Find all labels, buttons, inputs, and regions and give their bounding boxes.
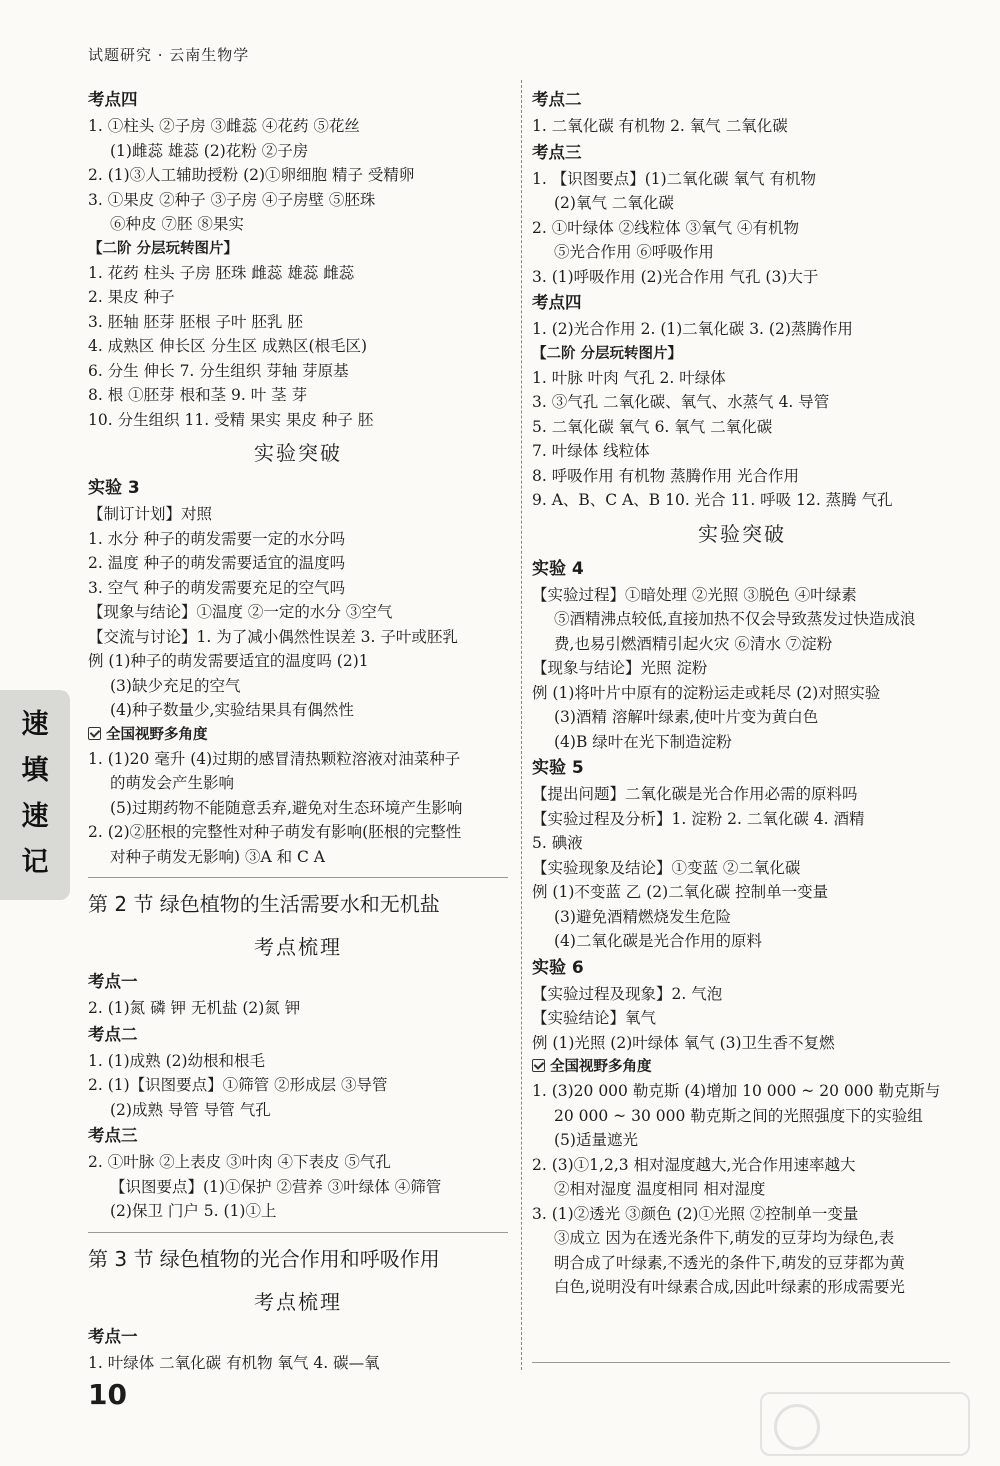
answer-line: 1. 水分 种子的萌发需要一定的水分吗 [88,529,346,548]
answer-line: 【实验现象及结论】①变蓝 ②二氧化碳 [532,858,801,877]
answer-line: 白色,说明没有叶绿素合成,因此叶绿素的形成需要光 [554,1278,905,1296]
answer-line: 例 (1)种子的萌发需要适宜的温度吗 (2)1 [88,652,369,670]
answer-line: 10. 分生组织 11. 受精 果实 果皮 种子 胚 [88,410,374,429]
national-view-heading [532,1055,952,1079]
center-heading: 考点梳理 [254,935,342,959]
bottom-rule [532,1362,950,1363]
topic-heading: 考点二 [88,1024,138,1044]
answer-line: 2. ①叶绿体 ②线粒体 ③氧气 ④有机物 [532,218,799,237]
answer-line: (5)适量遮光 [554,1131,638,1149]
answer-line: 1. ①柱头 ②子房 ③雌蕊 ④花药 ⑤花丝 [88,117,360,135]
section-title: 第 3 节 绿色植物的光合作用和呼吸作用 [88,1246,440,1271]
checkbox-icon [88,727,101,740]
topic-heading: 考点二 [532,90,582,109]
answer-line: 7. 叶绿体 线粒体 [532,442,650,460]
section-rule [88,1232,508,1233]
section-rule [88,877,508,878]
answer-line: (2)成熟 导管 导管 气孔 [110,1100,271,1119]
answer-line: 5. 碘液 [532,834,583,852]
answer-line: 3. (1)呼吸作用 (2)光合作用 气孔 (3)大于 [532,267,819,286]
topic-heading: 考点一 [88,972,138,991]
national-view-label: 全国视野多角度 [550,1059,652,1075]
answer-line: 3. 空气 种子的萌发需要充足的空气吗 [88,578,346,597]
experiment-heading: 实验 6 [532,957,584,978]
answer-line: 3. ①果皮 ②种子 ③子房 ④子房壁 ⑤胚珠 [88,190,376,209]
answer-line: 2. ①叶脉 ②上表皮 ③叶肉 ④下表皮 ⑤气孔 [88,1153,391,1171]
answer-line: ③成立 因为在透光条件下,萌发的豆芽均为绿色,表 [554,1229,895,1247]
answer-line: ②相对湿度 温度相同 相对湿度 [554,1180,766,1198]
answer-line: 1. 【识图要点】(1)二氧化碳 氧气 有机物 [532,169,817,188]
answer-line: (4)二氧化碳是光合作用的原料 [554,932,762,950]
center-heading: 考点梳理 [254,1289,342,1314]
topic-heading: 考点四 [532,293,582,312]
answer-line: 1. 二氧化碳 有机物 2. 氧气 二氧化碳 [532,117,788,135]
answer-line: 1. 花药 柱头 子房 胚珠 雌蕊 雄蕊 雌蕊 [88,263,355,282]
answer-line: 1. (1)成熟 (2)幼根和根毛 [88,1051,266,1070]
side-tab-char: 填 [21,755,49,786]
answer-line: 例 (1)光照 (2)叶绿体 氧气 (3)卫生香不复燃 [532,1033,835,1052]
answer-line: 3. ③气孔 二氧化碳、氧气、水蒸气 4. 导管 [532,393,830,411]
national-view-label: 全国视野多角度 [106,726,208,743]
answer-line: (3)缺少充足的空气 [110,676,241,695]
right-column [532,86,952,1300]
answer-line: 6. 分生 伸长 7. 分生组织 芽轴 芽原基 [88,361,349,380]
column-divider [521,80,522,1370]
answer-line: 1. 叶脉 叶肉 气孔 2. 叶绿体 [532,368,726,387]
experiment-heading: 实验 4 [532,558,584,579]
experiment-heading: 实验 3 [88,478,140,498]
answer-line: 【提出问题】二氧化碳是光合作用必需的原料吗 [532,785,858,803]
answer-line: 【制订计划】对照 [88,505,213,523]
answer-line: 1. (2)光合作用 2. (1)二氧化碳 3. (2)蒸腾作用 [532,320,853,338]
answer-line: 4. 成熟区 伸长区 分生区 成熟区(根毛区) [88,337,368,355]
answer-line: 3. 胚轴 胚芽 胚根 子叶 胚乳 胚 [88,312,303,331]
answer-line: 2. 温度 种子的萌发需要适宜的温度吗 [88,554,346,572]
answer-line: 【交流与讨论】1. 为了减小偶然性误差 3. 子叶或胚乳 [88,627,458,646]
answer-line: 例 (1)将叶片中原有的淀粉运走或耗尽 (2)对照实验 [532,683,881,702]
answer-line: 【实验过程】①暗处理 ②光照 ③脱色 ④叶绿素 [532,585,857,604]
section-title: 第 2 节 绿色植物的生活需要水和无机盐 [88,892,440,916]
topic-heading: 考点三 [532,142,582,162]
topic-heading: 考点四 [88,90,138,109]
answer-line: 【现象与结论】光照 淀粉 [532,659,708,677]
answer-line: (4)种子数量少,实验结果具有偶然性 [110,701,354,719]
answer-line: 【实验结论】氧气 [532,1009,657,1027]
topic-heading: 考点一 [88,1326,138,1346]
topic-heading: 考点三 [88,1126,138,1145]
side-tab-char: 速 [21,709,49,740]
experiment-heading: 实验 5 [532,758,584,778]
side-tab [0,690,70,900]
watermark-logo [760,1392,970,1456]
answer-line: 2. (2)②胚根的完整性对种子萌发有影响(胚根的完整性 [88,823,462,841]
answer-line: 1. (3)20 000 勒克斯 (4)增加 10 000 ~ 20 000 勒克斯与 [532,1082,941,1100]
side-tab-char: 速 [21,801,49,832]
answer-line: 2. 果皮 种子 [88,288,175,306]
answer-line: 的萌发会产生影响 [110,774,235,792]
checkbox-icon [532,1059,545,1072]
answer-line: 8. 根 ①胚芽 根和茎 9. 叶 茎 芽 [88,386,308,404]
answer-line: 【识图要点】(1)①保护 ②营养 ③叶绿体 ④筛管 [110,1177,442,1196]
side-tab-char: 记 [21,847,49,878]
answer-line: 2. (1)③人工辅助授粉 (2)①卵细胞 精子 受精卵 [88,166,415,184]
answer-line: 2. (1)氮 磷 钾 无机盐 (2)氮 钾 [88,999,301,1017]
answer-line: 【实验过程及分析】1. 淀粉 2. 二氧化碳 4. 酒精 [532,809,865,828]
answer-line: (2)保卫 门户 5. (1)①上 [110,1202,277,1220]
answer-line: 例 (1)不变蓝 乙 (2)二氧化碳 控制单一变量 [532,883,829,901]
center-heading: 实验突破 [698,521,786,546]
page-header: 试题研究 · 云南生物学 [88,46,250,64]
answer-line: 2. (1)【识图要点】①筛管 ②形成层 ③导管 [88,1076,388,1094]
answer-line: (1)雌蕊 雄蕊 (2)花粉 ②子房 [110,141,309,160]
national-view-heading [88,723,508,747]
answer-line: ⑤光合作用 ⑥呼吸作用 [554,243,714,261]
answer-line: 【现象与结论】①温度 ②一定的水分 ③空气 [88,603,393,621]
answer-line: 对种子萌发无影响) ③A 和 C A [110,847,326,866]
answer-line: (3)酒精 溶解叶绿素,使叶片变为黄白色 [554,708,819,726]
answer-line: 1. (1)20 毫升 (4)过期的感冒清热颗粒溶液对油菜种子 [88,749,461,768]
answer-line: 【实验过程及现象】2. 气泡 [532,984,723,1003]
answer-line: (3)避免酒精燃烧发生危险 [554,907,731,926]
page-number: 10 [88,1378,127,1411]
answer-line: 9. A、B、C A、B 10. 光合 11. 呼吸 12. 蒸腾 气孔 [532,491,893,509]
center-heading: 实验突破 [254,441,342,465]
tag-heading: 【二阶 分层玩转图片】 [88,240,239,257]
answer-line: 费,也易引燃酒精引起火灾 ⑥清水 ⑦淀粉 [554,634,833,653]
left-column [88,86,508,1375]
answer-line: ⑥种皮 ⑦胚 ⑧果实 [110,215,244,233]
answer-line: 5. 二氧化碳 氧气 6. 氧气 二氧化碳 [532,417,773,436]
answer-line: 明合成了叶绿素,不透光的条件下,萌发的豆芽都为黄 [554,1253,905,1272]
answer-line: 1. 叶绿体 二氧化碳 有机物 氧气 4. 碳—氧 [88,1353,380,1372]
answer-line: 20 000 ~ 30 000 勒克斯之间的光照强度下的实验组 [554,1106,923,1125]
answer-line: (4)B 绿叶在光下制造淀粉 [554,732,732,751]
answer-line: (2)氧气 二氧化碳 [554,194,674,212]
answer-line: (5)过期药物不能随意丢弃,避免对生态环境产生影响 [110,798,463,817]
answer-line: 2. (3)①1,2,3 相对湿度越大,光合作用速率越大 [532,1155,856,1174]
answer-line: ⑤酒精沸点较低,直接加热不仅会导致蒸发过快造成浪 [554,610,916,628]
tag-heading: 【二阶 分层玩转图片】 [532,345,683,362]
answer-line: 8. 呼吸作用 有机物 蒸腾作用 光合作用 [532,466,799,485]
answer-line: 3. (1)②透光 ③颜色 (2)①光照 ②控制单一变量 [532,1204,859,1223]
